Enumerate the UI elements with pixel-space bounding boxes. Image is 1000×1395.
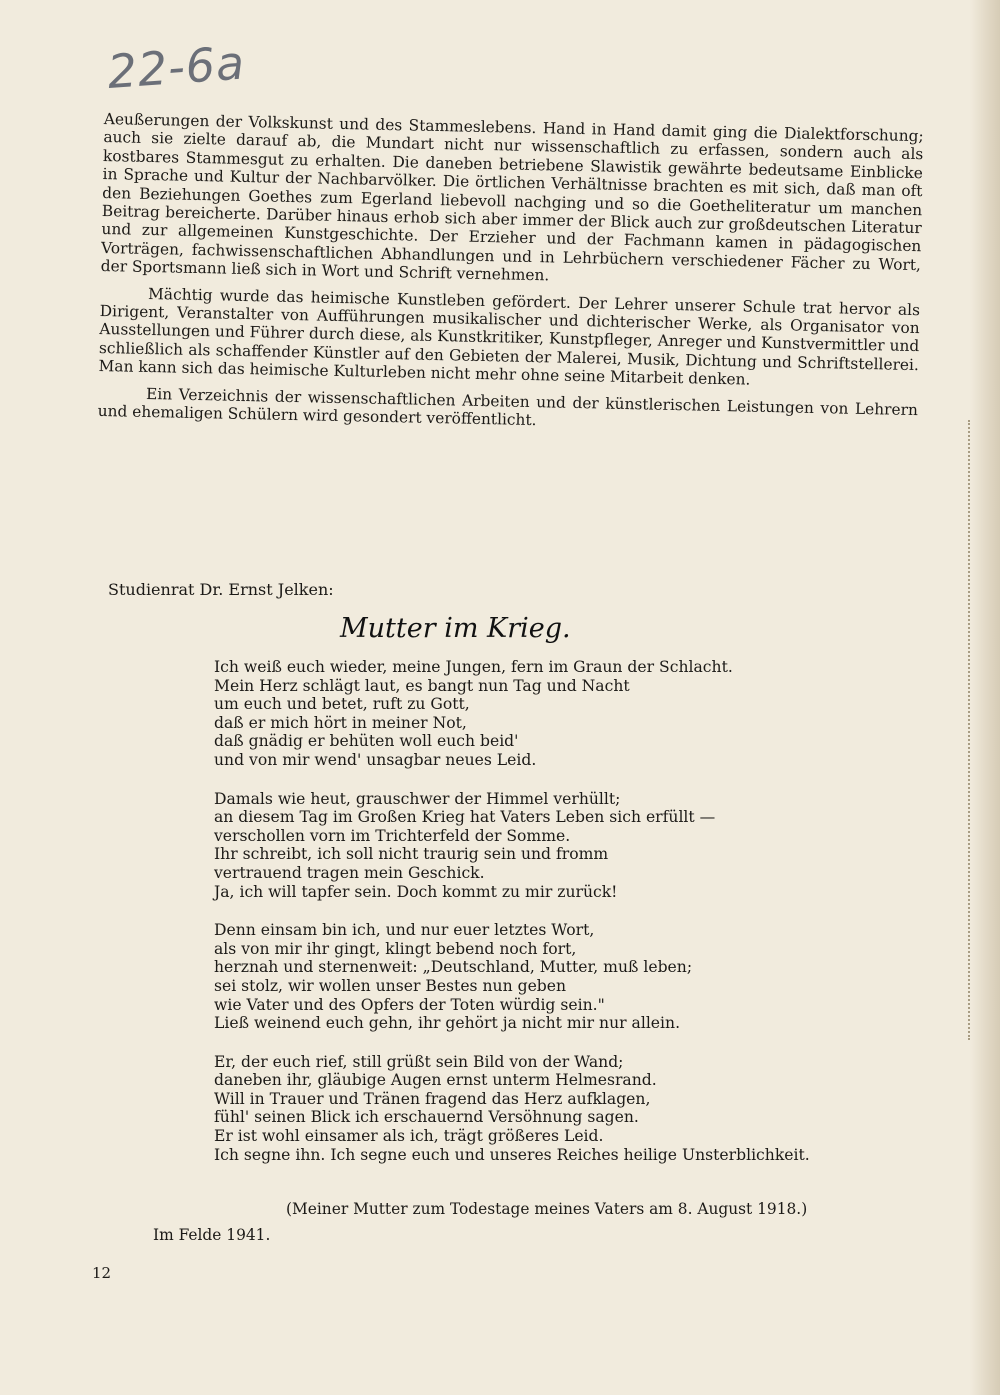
page-number: 12	[92, 1264, 112, 1282]
binding-stitches	[968, 420, 978, 1040]
prose-section	[97, 110, 923, 446]
poem-line: sei stolz, wir wollen unser Bestes nun geben	[214, 976, 567, 995]
prose-paragraph: Mächtig wurde das heimische Kunstleben gefördert. Der Lehrer unserer Schule trat hervor als Dirigent, Veranstalter von Aufführungen musikalischer und dichterischer Werke, als Organisator von Ausstellungen und Führer durch diese, als Kunstkritiker, Kunstpfleger, Anreger und Kunstvermittler und schließlich als schaffender Künstler auf den Gebieten der Malerei, Musik, Dichtung und Schriftstellerei. Man kann sich das heimische Kulturleben nicht mehr ohne seine Mitarbeit denken.	[98, 284, 921, 389]
poem-stanza	[214, 790, 854, 902]
poem-line: Ich segne ihn. Ich segne euch und unseres Reiches heilige Unsterblichkeit.	[214, 1145, 810, 1164]
poem-line: daß er mich hört in meiner Not,	[214, 713, 467, 732]
poem-stanza	[214, 921, 854, 1033]
poem-line: Denn einsam bin ich, und nur euer letztes Wort,	[214, 921, 595, 940]
poem-line: an diesem Tag im Großen Krieg hat Vaters Leben sich erfüllt —	[214, 808, 716, 827]
poem-line: fühl' seinen Blick ich erschauernd Versöhnung sagen.	[214, 1108, 639, 1127]
poem-line: vertrauend tragen mein Geschick.	[214, 863, 485, 882]
poem-line: herznah und sternenweit: „Deutschland, Mutter, muß leben;	[214, 958, 693, 977]
poem-line: Will in Trauer und Tränen fragend das Herz aufklagen,	[214, 1089, 651, 1108]
poem-line: Mein Herz schlägt laut, es bangt nun Tag und Nacht	[214, 676, 630, 695]
poem-line: Er, der euch rief, still grüßt sein Bild von der Wand;	[214, 1052, 624, 1071]
author-line: Studienrat Dr. Ernst Jelken:	[108, 580, 334, 599]
poem-line: daß gnädig er behüten woll euch beid'	[214, 732, 519, 751]
poem-line: Ihr schreibt, ich soll nicht traurig sein und fromm	[214, 845, 609, 864]
poem-title: Mutter im Krieg.	[340, 613, 571, 644]
poem-stanza	[214, 1053, 854, 1165]
handwritten-note: 22-6a	[105, 35, 247, 99]
prose-paragraph: Ein Verzeichnis der wissenschaftlichen Arbeiten und der künstlerischen Leistungen von Lehrern und ehemaligen Schülern wird gesondert veröffentlicht.	[97, 384, 919, 430]
poem-line: als von mir ihr gingt, klingt bebend noch fort,	[214, 939, 577, 958]
poem-line: daneben ihr, gläubige Augen ernst unterm Helmesrand.	[214, 1071, 657, 1090]
prose-paragraph: Aeußerungen der Volkskunst und des Stammeslebens. Hand in Hand damit ging die Dialektforschung; auch sie zielte darauf ab, die Mundart nicht nur wissenschaftlich zu erfassen, sondern auch als kostbares Stammesgut zu erhalten. Die daneben betriebene Slawistik gewährte bedeutsame Einblicke in Sprache und Kultur der Nachbarvölker. Die örtlichen Verhältnisse brachten es mit sich, daß man oft den Beziehungen Goethes zum Egerland liebevoll nachging und so die Goetheliteratur um manchen Beitrag bereicherte. Darüber hinaus erhob sich aber immer der Blick auch zur großdeutschen Literatur und zur allgemeinen Kunstgeschichte. Der Erzieher und der Fachmann kamen in pädagogischen Vorträgen, fachwissenschaftlichen Abhandlungen und in Lehrbüchern verschiedener Fächer zu Wort, der Sportsmann ließ sich in Wort und Schrift vernehmen.	[100, 110, 924, 285]
poem-place-date: Im Felde 1941.	[153, 1226, 271, 1244]
poem-line: Damals wie heut, grauschwer der Himmel verhüllt;	[214, 789, 621, 808]
poem-line: um euch und betet, ruft zu Gott,	[214, 695, 470, 714]
poem-line: Ich weiß euch wieder, meine Jungen, fern im Graun der Schlacht.	[214, 658, 733, 676]
poem-line: Ja, ich will tapfer sein. Doch kommt zu mir zurück!	[214, 882, 618, 901]
poem-line: wie Vater und des Opfers der Toten würdig sein."	[214, 995, 605, 1014]
poem-line: Ließ weinend euch gehn, ihr gehört ja nicht mir nur allein.	[214, 1014, 681, 1033]
poem-body	[214, 658, 854, 1184]
poem-line: Er ist wohl einsamer als ich, trägt größeres Leid.	[214, 1127, 604, 1146]
poem-line: verschollen vorn im Trichterfeld der Somme.	[214, 826, 571, 845]
poem-dedication: (Meiner Mutter zum Todestage meines Vaters am 8. August 1918.)	[286, 1200, 808, 1218]
poem-line: und von mir wend' unsagbar neues Leid.	[214, 750, 537, 769]
poem-stanza	[214, 658, 854, 770]
